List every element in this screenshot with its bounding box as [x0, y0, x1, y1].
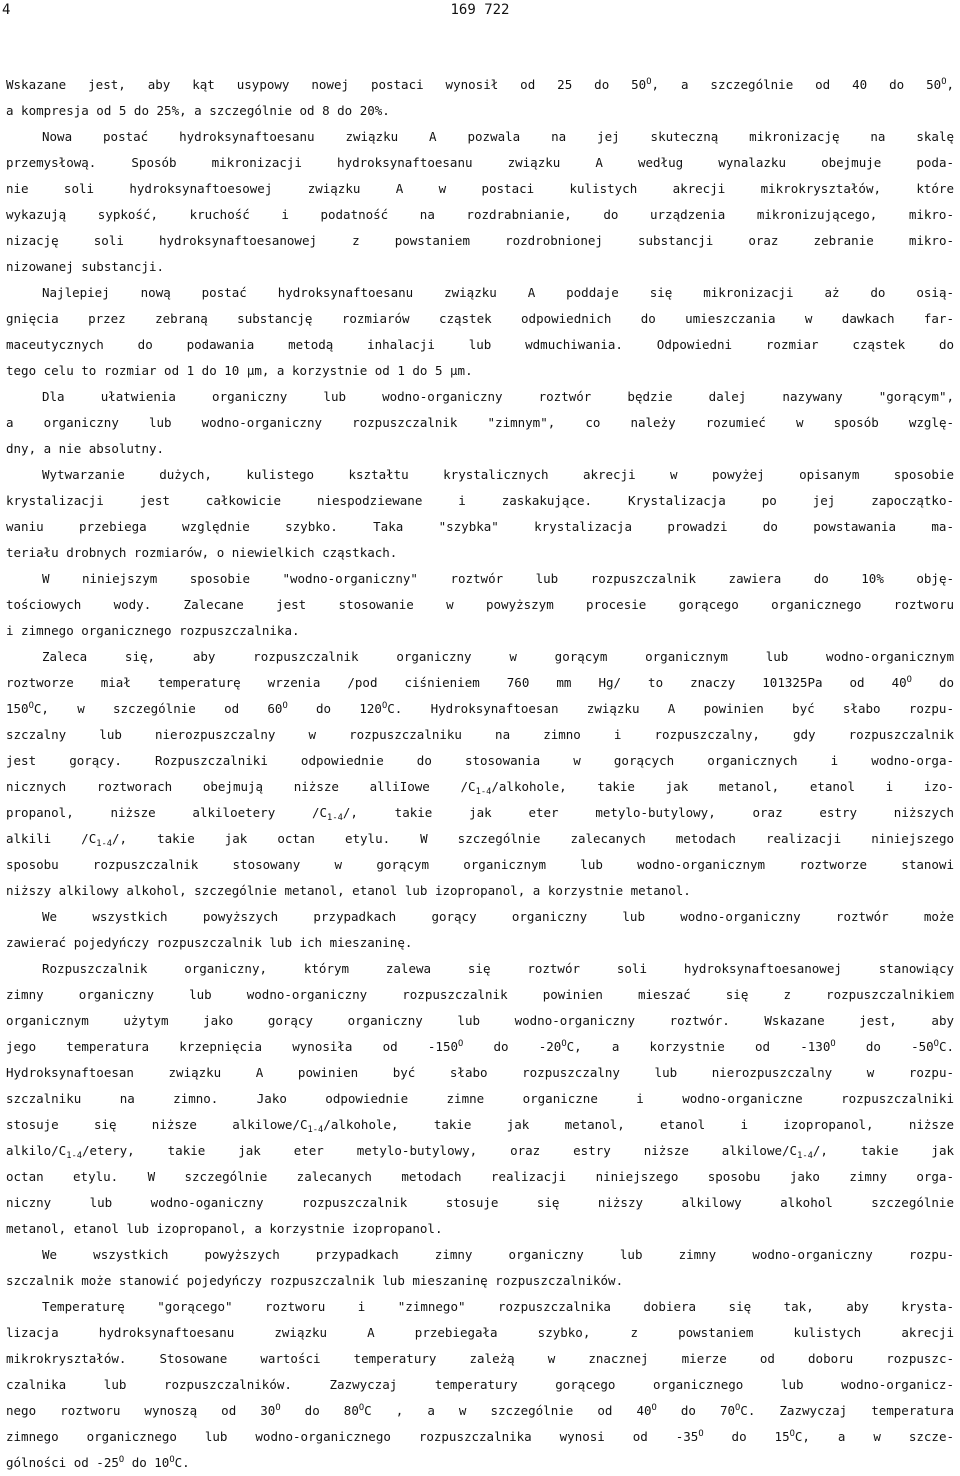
text-line	[6, 800, 954, 826]
superscript: O	[698, 1429, 704, 1440]
text-run: a kompresja od 5 do 25%, a szczególnie od 8 do 20%.	[6, 103, 390, 118]
text-line	[6, 696, 954, 722]
superscript: O	[358, 1403, 365, 1414]
text-run: tościowych wody. Zalecane jest stosowanie w powyższym procesie gorącego organicznego roztworu	[6, 597, 954, 612]
text-line	[6, 332, 954, 358]
text-line	[6, 1008, 954, 1034]
text-line	[6, 228, 954, 254]
text-line	[6, 1346, 954, 1372]
text-run: /, takie jak octan etylu. W szczególnie zalecanych metodach realizacji niniejszego	[112, 831, 954, 846]
text-line	[6, 280, 954, 306]
subscript: 1-4	[475, 787, 492, 798]
subscript: 1-4	[307, 1125, 324, 1136]
text-run: We wszystkich powyższych przypadkach zimny organiczny lub zimny wodno-organiczny rozpu-	[42, 1247, 954, 1262]
text-run: nicznych roztworach obejmują niższe alliIowe /C	[6, 779, 476, 794]
text-line	[6, 592, 954, 618]
document-body	[6, 72, 954, 1476]
text-run: W niniejszym sposobie "wodno-organiczny" roztwór lub rozpuszczalnik zawiera do 10% obję-	[42, 571, 954, 586]
text-run: szczalniku na zimno. Jako odpowiednie zimne organiczne i wodno-organiczne rozpuszczalniki	[6, 1091, 954, 1106]
text-run: Dla ułatwienia organiczny lub wodno-organiczny roztwór będzie dalej nazywany "gorącym",	[42, 389, 954, 404]
superscript: O	[789, 1429, 795, 1440]
text-run: /alkohole, takie jak metanol, etanol i izo-	[491, 779, 954, 794]
superscript: O	[169, 1455, 175, 1466]
text-run: octan etylu. W szczególnie zalecanych metodach realizacji niniejszego sposobu jako zimny orga-	[6, 1169, 954, 1184]
text-run: szczalny lub nierozpuszczalny w rozpuszczalniku na zimno i rozpuszczalny, gdy rozpuszczalnik	[6, 727, 954, 742]
text-run: sposobu rozpuszczalnik stosowany w gorącym organicznym lub wodno-organicznym roztworze stanowi	[6, 857, 954, 872]
text-run: do -50	[835, 1039, 934, 1054]
text-line	[6, 1398, 954, 1424]
superscript: O	[282, 701, 288, 712]
text-line	[6, 748, 954, 774]
text-line	[6, 254, 954, 280]
text-run: zawierać pojedyńczy rozpuszczalnik lub ich mieszaninę.	[6, 935, 413, 950]
superscript: O	[830, 1039, 836, 1050]
text-run: do 70	[656, 1403, 736, 1418]
text-line	[6, 852, 954, 878]
text-run: Rozpuszczalnik organiczny, którym zalewa się roztwór soli hydroksynaftoesanowej stanowiący	[42, 961, 954, 976]
text-run: dny, a nie absolutny.	[6, 441, 165, 456]
superscript: O	[118, 1455, 125, 1466]
text-run: maceutycznych do podawania metodą inhalacji lub wdmuchiwania. Odpowiedni rozmiar cząstek do	[6, 337, 954, 352]
text-run: Wytwarzanie dużych, kulistego kształtu krystalicznych akrecji w powyżej opisanym sposobie	[42, 467, 954, 482]
text-run: do 15	[703, 1429, 790, 1444]
text-line	[6, 150, 954, 176]
text-line	[6, 930, 954, 956]
text-run: roztworze miał temperaturę wrzenia /pod ciśnieniem 760 mm Hg/ to znaczy 101325Pa od 40	[6, 675, 907, 690]
text-line	[6, 566, 954, 592]
text-line	[6, 436, 954, 462]
text-run: C, a korzystnie od -130	[566, 1039, 831, 1054]
subscript: 1-4	[66, 1151, 83, 1162]
text-run: propanol, niższe alkiloetery /C	[6, 805, 328, 820]
text-run: C.	[938, 1039, 954, 1054]
text-line	[6, 1138, 954, 1164]
text-run: wykazują sypkość, kruchość i podatność na rozdrabnianie, do urządzenia mikronizującego, mikro-	[6, 207, 954, 222]
text-run: a organiczny lub wodno-organiczny rozpuszczalnik "zimnym", co należy rozumieć w sposób wzglę-	[6, 415, 954, 430]
text-run: jest gorący. Rozpuszczalniki odpowiednie do stosowania w gorących organicznych i wodno-orga-	[6, 753, 954, 768]
superscript: O	[651, 1403, 657, 1414]
text-run: C. Zazwyczaj temperatura	[740, 1403, 954, 1418]
superscript: O	[275, 1403, 281, 1414]
text-line	[6, 410, 954, 436]
text-line	[6, 306, 954, 332]
text-run: C, w szczególnie od 60	[33, 701, 283, 716]
text-line	[6, 1242, 954, 1268]
text-run: zimnego organicznego lub wodno-organicznego rozpuszczalnika wynosi od -35	[6, 1429, 699, 1444]
text-run: mikrokryształów. Stosowane wartości temperatury zależą w znacznej mierze od doboru rozpuszc-	[6, 1351, 954, 1366]
text-line	[6, 1034, 954, 1060]
text-line	[6, 644, 954, 670]
text-run: C. Hydroksynaftoesan związku A powinien być słabo rozpu-	[387, 701, 954, 716]
subscript: 1-4	[797, 1151, 813, 1162]
text-run: niższy alkilowy alkohol, szczególnie metanol, etanol lub izopropanol, a korzystnie metanol.	[6, 883, 691, 898]
text-run: C.	[174, 1455, 190, 1470]
text-run: do	[911, 675, 954, 690]
text-run: do 10	[124, 1455, 170, 1470]
text-run: gólności od -25	[6, 1455, 119, 1470]
text-run: Wskazane jest, aby kąt usypowy nowej postaci wynosił od 25 do 50	[6, 77, 647, 92]
text-run: do -20	[463, 1039, 562, 1054]
text-line	[6, 1190, 954, 1216]
subscript: 1-4	[327, 813, 343, 824]
text-run: , a szczególnie od 40 do 50	[651, 77, 942, 92]
text-line	[6, 1424, 954, 1450]
text-run: tego celu to rozmiar od 1 do 10 µm, a korzystnie od 1 do 5 µm.	[6, 363, 473, 378]
text-run: jego temperatura krzepnięcia wynosiła od -150	[6, 1039, 458, 1054]
text-line	[6, 176, 954, 202]
text-line	[6, 722, 954, 748]
text-run: waniu przebiega względnie szybko. Taka "szybka" krystalizacja prowadzi do powstawania ma-	[6, 519, 954, 534]
text-run: nizowanej substancji.	[6, 259, 165, 274]
text-line	[6, 956, 954, 982]
text-run: /alkohole, takie jak metanol, etanol i izopropanol, niższe	[323, 1117, 954, 1132]
text-line	[6, 1164, 954, 1190]
text-run: nizację soli hydroksynaftoesanowej z powstaniem rozdrobnionej substancji oraz zebranie mikro-	[6, 233, 954, 248]
text-run: We wszystkich powyższych przypadkach gorący organiczny lub wodno-organiczny roztwór może	[42, 909, 954, 924]
text-run: do 80	[280, 1403, 359, 1418]
text-run: i zimnego organicznego rozpuszczalnika.	[6, 623, 300, 638]
subscript: 1-4	[96, 839, 113, 850]
superscript: O	[561, 1039, 567, 1050]
text-run: 150	[6, 701, 29, 716]
text-line	[6, 1268, 954, 1294]
text-line	[6, 462, 954, 488]
text-run: /, takie jak	[812, 1143, 954, 1158]
text-line	[6, 1450, 954, 1476]
text-run: niczny lub wodno-oganiczny rozpuszczalnik stosuje się niższy alkilowy alkohol szczególnie	[6, 1195, 954, 1210]
text-run: szczalnik może stanowić pojedyńczy rozpuszczalnik lub mieszaninę rozpuszczalników.	[6, 1273, 624, 1288]
superscript: O	[28, 701, 34, 712]
text-run: C, a w szcze-	[794, 1429, 954, 1444]
text-run: gnięcia przez zebraną substancję rozmiarów cząstek odpowiednich do umieszczania w dawkach far-	[6, 311, 954, 326]
text-run: nego roztworu wynoszą od 30	[6, 1403, 276, 1418]
text-line	[6, 202, 954, 228]
text-line	[6, 124, 954, 150]
text-run: Temperaturę "gorącego" roztworu i "zimnego" rozpuszczalnika dobiera się tak, aby krysta-	[42, 1299, 954, 1314]
text-run: alkili /C	[6, 831, 97, 846]
text-run: stosuje się niższe alkilowe/C	[6, 1117, 308, 1132]
text-run: /etery, takie jak eter metylo-butylowy, oraz estry niższe alkilowe/C	[82, 1143, 798, 1158]
text-line	[6, 98, 954, 124]
text-line	[6, 540, 954, 566]
text-line	[6, 514, 954, 540]
text-run: alkilo/C	[6, 1143, 67, 1158]
superscript: O	[906, 675, 912, 686]
text-run: przemysłową. Sposób mikronizacji hydroksynaftoesanu związku A według wynalazku obejmuje poda-	[6, 155, 954, 170]
text-line	[6, 1060, 954, 1086]
text-line	[6, 826, 954, 852]
text-run: Hydroksynaftoesan związku A powinien być słabo rozpuszczalny lub nierozpuszczalny w rozpu-	[6, 1065, 954, 1080]
text-run: /, takie jak eter metylo-butylowy, oraz estry niższych	[342, 805, 954, 820]
text-line	[6, 358, 954, 384]
text-line	[6, 878, 954, 904]
text-line	[6, 384, 954, 410]
text-run: Najlepiej nową postać hydroksynaftoesanu związku A poddaje się mikronizacji aż do osią-	[42, 285, 954, 300]
page-number: 4	[2, 2, 11, 18]
text-run: C , a w szczególnie od 40	[364, 1403, 652, 1418]
text-line	[6, 1086, 954, 1112]
text-run: krystalizacji jest całkowicie niespodziewane i zaskakujące. Krystalizacja po jej zapoczątko-	[6, 493, 954, 508]
text-line	[6, 1320, 954, 1346]
text-run: organicznym użytym jako gorący organiczny lub wodno-organiczny roztwór. Wskazane jest, aby	[6, 1013, 954, 1028]
text-run: lizacja hydroksynaftoesanu związku A przebiegała szybko, z powstaniem kulistych akrecji	[6, 1325, 954, 1340]
superscript: O	[381, 701, 388, 712]
text-run: Zaleca się, aby rozpuszczalnik organiczny w gorącym organicznym lub wodno-organicznym	[42, 649, 954, 664]
text-run: Nowa postać hydroksynaftoesanu związku A pozwala na jej skuteczną mikronizację na skalę	[42, 129, 954, 144]
text-run: do 120	[287, 701, 382, 716]
text-run: nie soli hydroksynaftoesowej związku A w postaci kulistych akrecji mikrokryształów, które	[6, 181, 954, 196]
text-line	[6, 1294, 954, 1320]
superscript: O	[933, 1039, 939, 1050]
text-line	[6, 670, 954, 696]
text-run: teriału drobnych rozmiarów, o niewielkich cząstkach.	[6, 545, 398, 560]
text-line	[6, 618, 954, 644]
text-run: metanol, etanol lub izopropanol, a korzystnie izopropanol.	[6, 1221, 443, 1236]
text-line	[6, 982, 954, 1008]
text-line	[6, 1372, 954, 1398]
text-line	[6, 488, 954, 514]
text-line	[6, 1216, 954, 1242]
text-run: czalnika lub rozpuszczalników. Zazwyczaj temperatury gorącego organicznego lub wodno-organicz-	[6, 1377, 954, 1392]
text-line	[6, 1112, 954, 1138]
superscript: O	[646, 77, 652, 88]
text-line	[6, 72, 954, 98]
superscript: O	[941, 77, 947, 88]
text-line	[6, 774, 954, 800]
superscript: O	[735, 1403, 741, 1414]
document-number: 169 722	[450, 2, 510, 18]
text-run: zimny organiczny lub wodno-organiczny rozpuszczalnik powinien mieszać się z rozpuszczalnikiem	[6, 987, 954, 1002]
superscript: O	[458, 1039, 464, 1050]
text-run: ,	[946, 77, 954, 92]
text-line	[6, 904, 954, 930]
